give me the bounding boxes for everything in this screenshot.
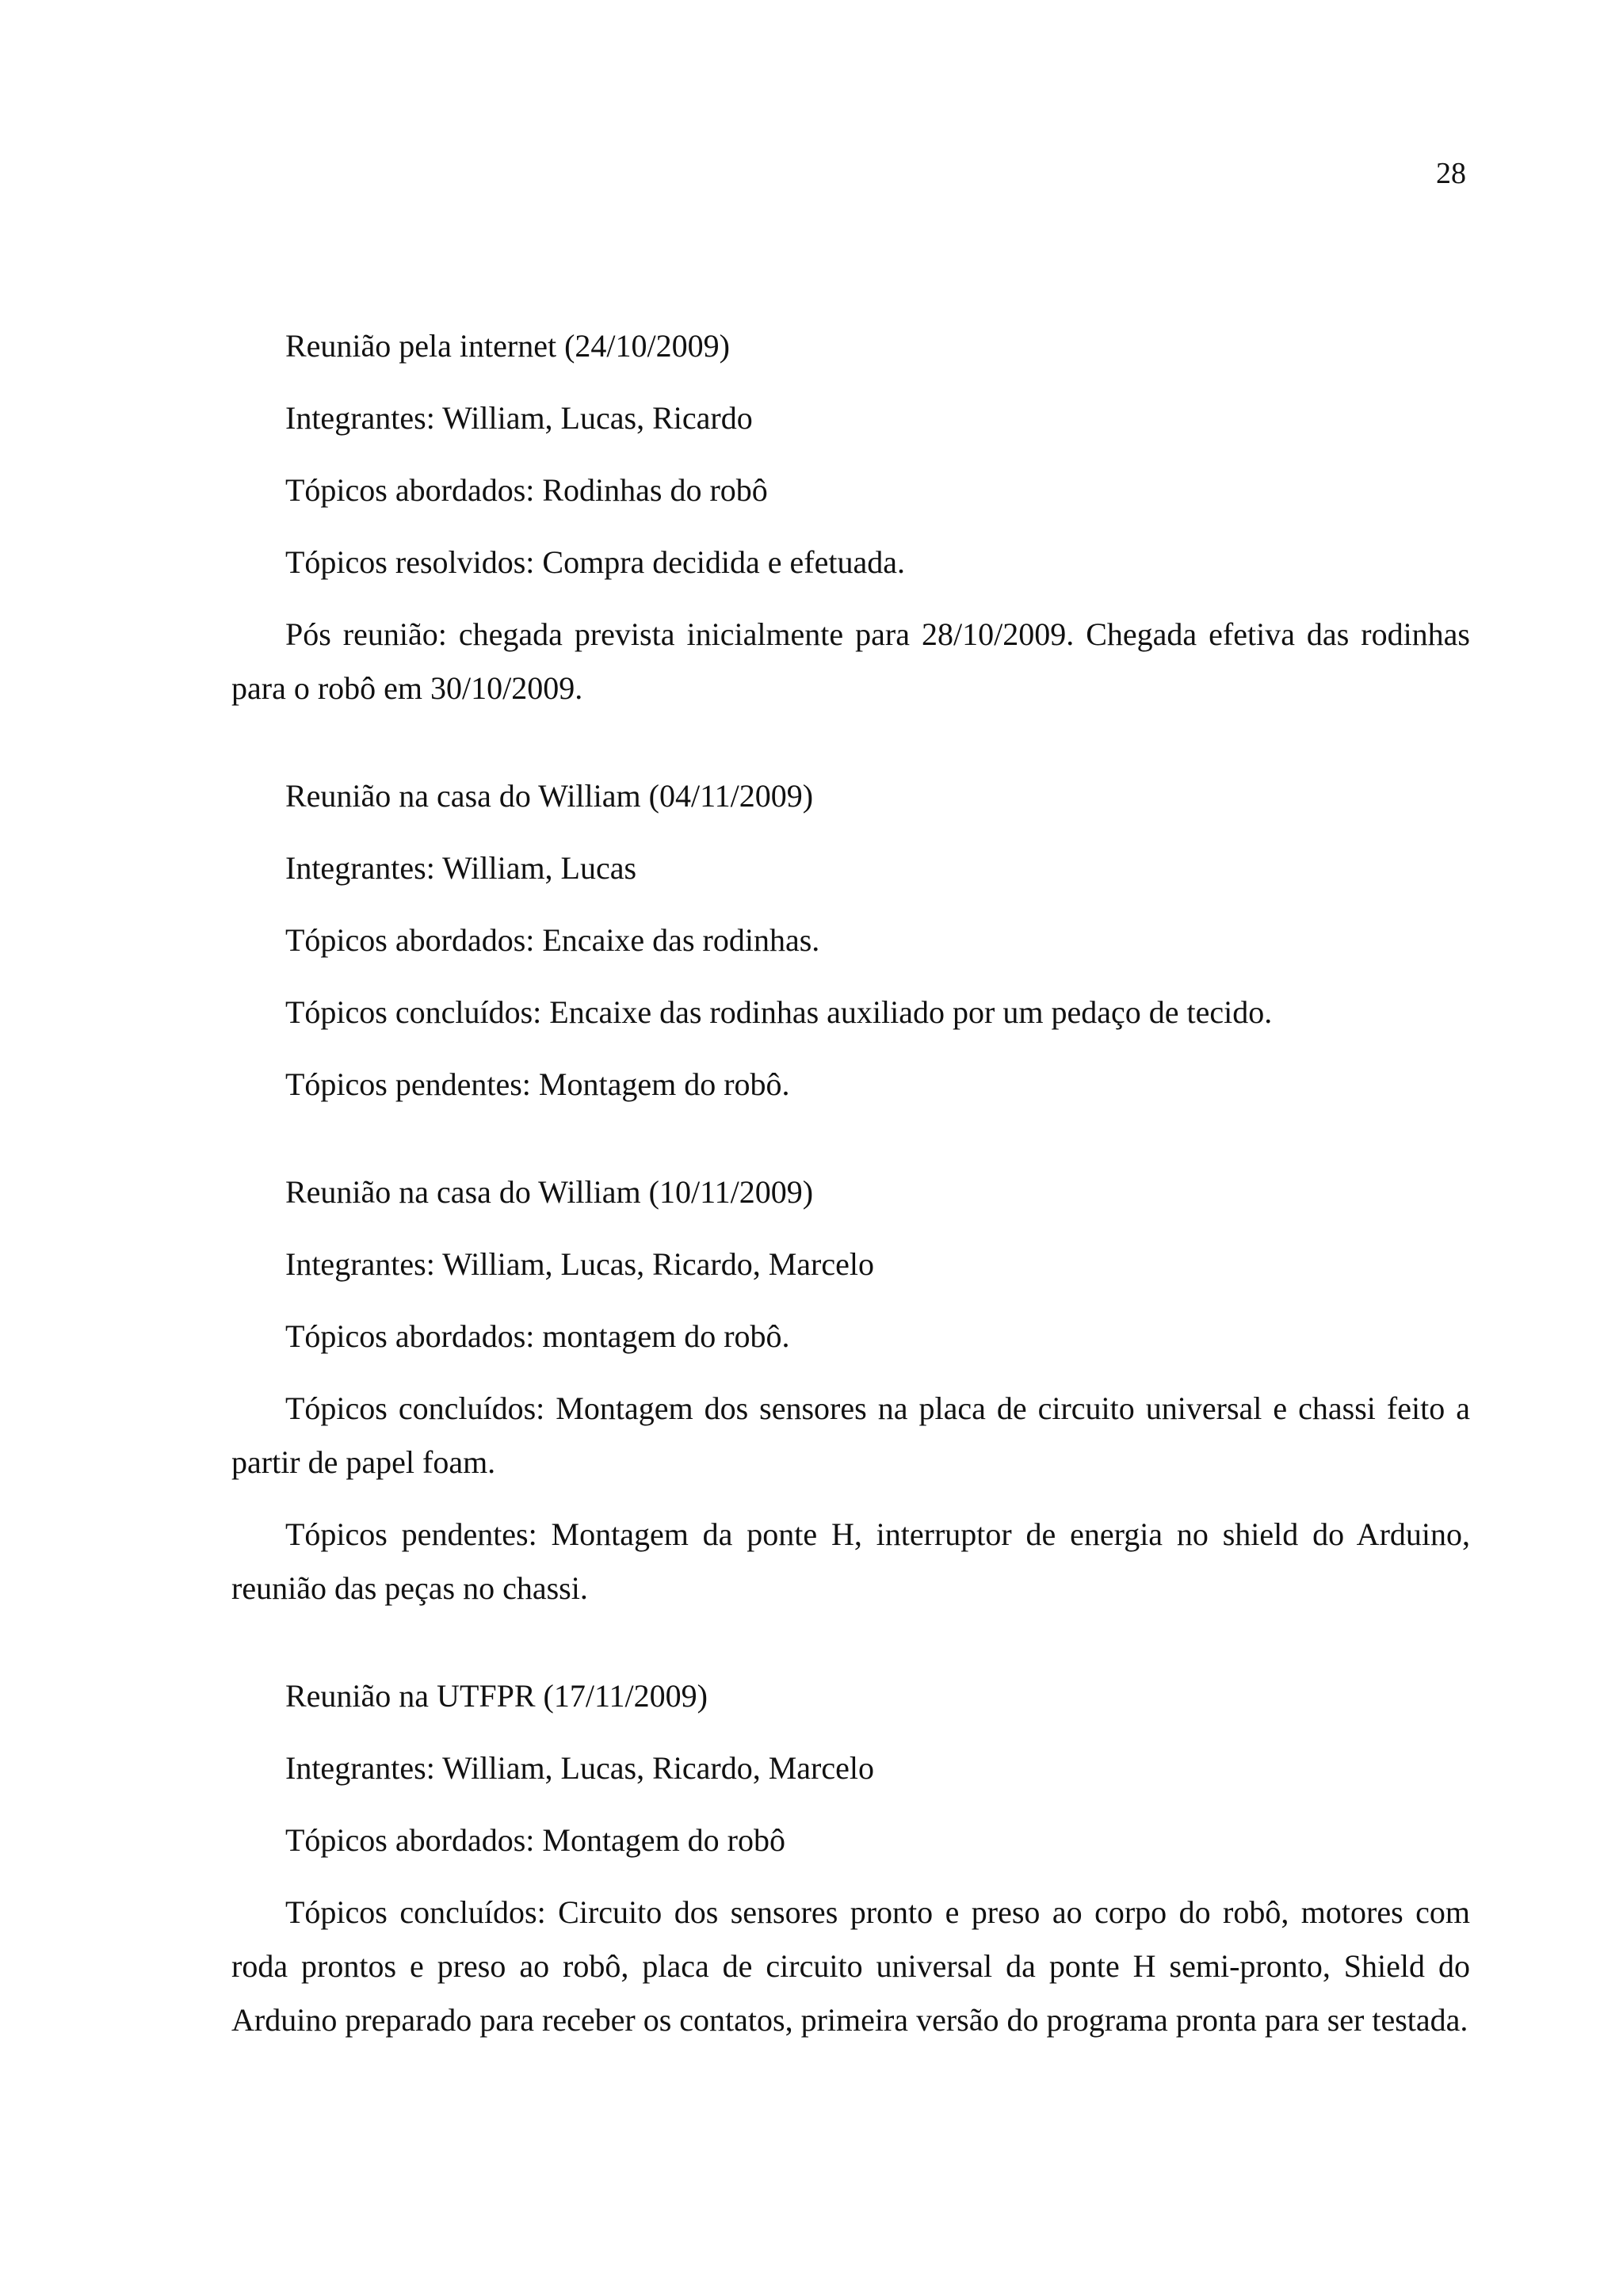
meeting-topics: Tópicos abordados: montagem do robô. bbox=[285, 1318, 790, 1354]
meeting-pending: Tópicos pendentes: Montagem da ponte H, interruptor de energia no shield do Arduino, reunião das peças no chassi. bbox=[231, 1516, 1470, 1606]
meeting-post: Pós reunião: chegada prevista inicialmente para 28/10/2009. Chegada efetiva das rodinhas para o robô em 30/10/2009. bbox=[231, 616, 1470, 706]
meeting-entry-4 bbox=[231, 1669, 1470, 2047]
meeting-members: Integrantes: William, Lucas, Ricardo, Marcelo bbox=[285, 1246, 874, 1282]
meeting-title: Reunião na UTFPR (17/11/2009) bbox=[285, 1678, 708, 1714]
document-body bbox=[231, 319, 1470, 2065]
meeting-topics: Tópicos abordados: Montagem do robô bbox=[285, 1822, 785, 1858]
meeting-entry-1 bbox=[231, 319, 1470, 715]
meeting-pending: Tópicos pendentes: Montagem do robô. bbox=[285, 1066, 790, 1102]
meeting-title: Reunião pela internet (24/10/2009) bbox=[285, 328, 730, 364]
meeting-resolved: Tópicos resolvidos: Compra decidida e efetuada. bbox=[285, 544, 905, 580]
meeting-title: Reunião na casa do William (10/11/2009) bbox=[285, 1174, 814, 1210]
meeting-entry-2 bbox=[231, 769, 1470, 1112]
meeting-title: Reunião na casa do William (04/11/2009) bbox=[285, 778, 814, 814]
meeting-concluded: Tópicos concluídos: Circuito dos sensores pronto e preso ao corpo do robô, motores com roda prontos e preso ao robô, placa de circuito universal da ponte H semi-pronto, Shield do Arduino preparado para receber os contatos, primeira versão do programa pronta para ser testada. bbox=[231, 1894, 1470, 2038]
page-number: 28 bbox=[1436, 157, 1466, 190]
meeting-members: Integrantes: William, Lucas, Ricardo bbox=[285, 400, 753, 436]
meeting-concluded: Tópicos concluídos: Montagem dos sensores na placa de circuito universal e chassi feito a partir de papel foam. bbox=[231, 1390, 1470, 1480]
meeting-topics: Tópicos abordados: Encaixe das rodinhas. bbox=[285, 922, 820, 958]
meeting-members: Integrantes: William, Lucas, Ricardo, Marcelo bbox=[285, 1750, 874, 1786]
meeting-entry-3 bbox=[231, 1165, 1470, 1615]
meeting-members: Integrantes: William, Lucas bbox=[285, 850, 637, 886]
meeting-topics: Tópicos abordados: Rodinhas do robô bbox=[285, 472, 768, 508]
meeting-concluded: Tópicos concluídos: Encaixe das rodinhas auxiliado por um pedaço de tecido. bbox=[285, 994, 1273, 1030]
